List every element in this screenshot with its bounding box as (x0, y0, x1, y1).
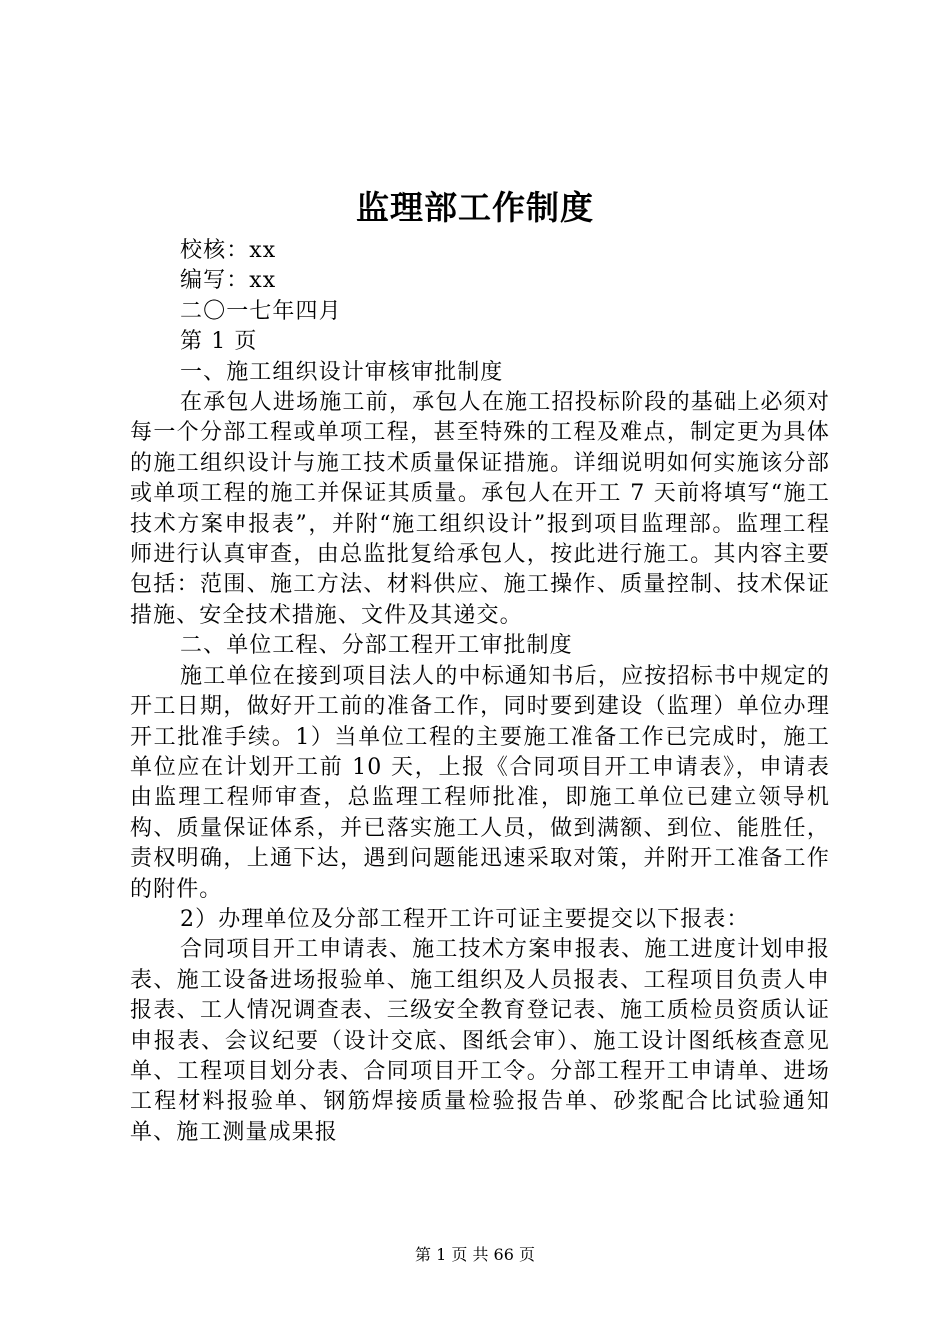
section-paragraph: 合同项目开工申请表、施工技术方案申报表、施工进度计划申报表、施工设备进场报验单、施工组织及人员报表、工程项目负责人申报表、工人情况调查表、三级安全教育登记表、施工质检员资质认证申报表、会议纪要（设计交底、图纸会审）、施工设计图纸核查意见单、工程项目划分表、合同项目开工令。分部工程开工申请单、进场工程材料报验单、钢筋焊接质量检验报告单、砂浆配合比试验通知单、施工测量成果报 (130, 937, 830, 1145)
section-heading: 二、单位工程、分部工程开工审批制度 (180, 633, 573, 659)
section-paragraph: 2）办理单位及分部工程开工许可证主要提交以下报表： (180, 906, 750, 932)
meta-editor: 编写：xx (180, 268, 277, 294)
page-footer: 第 1 页 共 66 页 (415, 1245, 535, 1264)
meta-page-label: 第 1 页 (180, 329, 258, 355)
section-heading: 一、施工组织设计审核审批制度 (180, 359, 504, 385)
meta-reviewer: 校核：xx (180, 238, 277, 263)
document-body (130, 236, 830, 1148)
document-title: 监理部工作制度 (356, 188, 594, 227)
meta-date: 二〇一七年四月 (180, 298, 342, 324)
section-paragraph: 施工单位在接到项目法人的中标通知书后，应按招标书中规定的开工日期，做好开工前的准备工作，同时要到建设（监理）单位办理开工批准手续。1）当单位工程的主要施工准备工作已完成时，施工单位应在计划开工前 10 天，上报《合同项目开工申请表》，申请表由监理工程师审查，总监理工程师批准，即施工单位已建立领导机构、质量保证体系，并已落实施工人员，做到满额、到位、能胜任，责权明确，上通下达，遇到问题能迅速采取对策，并附开工准备工作的附件。 (130, 663, 830, 902)
section-paragraph: 在承包人进场施工前，承包人在施工招投标阶段的基础上必须对每一个分部工程或单项工程，甚至特殊的工程及难点，制定更为具体的施工组织设计与施工技术质量保证措施。详细说明如何实施该分部或单项工程的施工并保证其质量。承包人在开工 7 天前将填写“施工技术方案申报表”，并附“施工组织设计”报到项目监理部。监理工程师进行认真审查，由总监批复给承包人，按此进行施工。其内容主要包括：范围、施工方法、材料供应、施工操作、质量控制、技术保证措施、安全技术措施、文件及其递交。 (130, 390, 830, 628)
